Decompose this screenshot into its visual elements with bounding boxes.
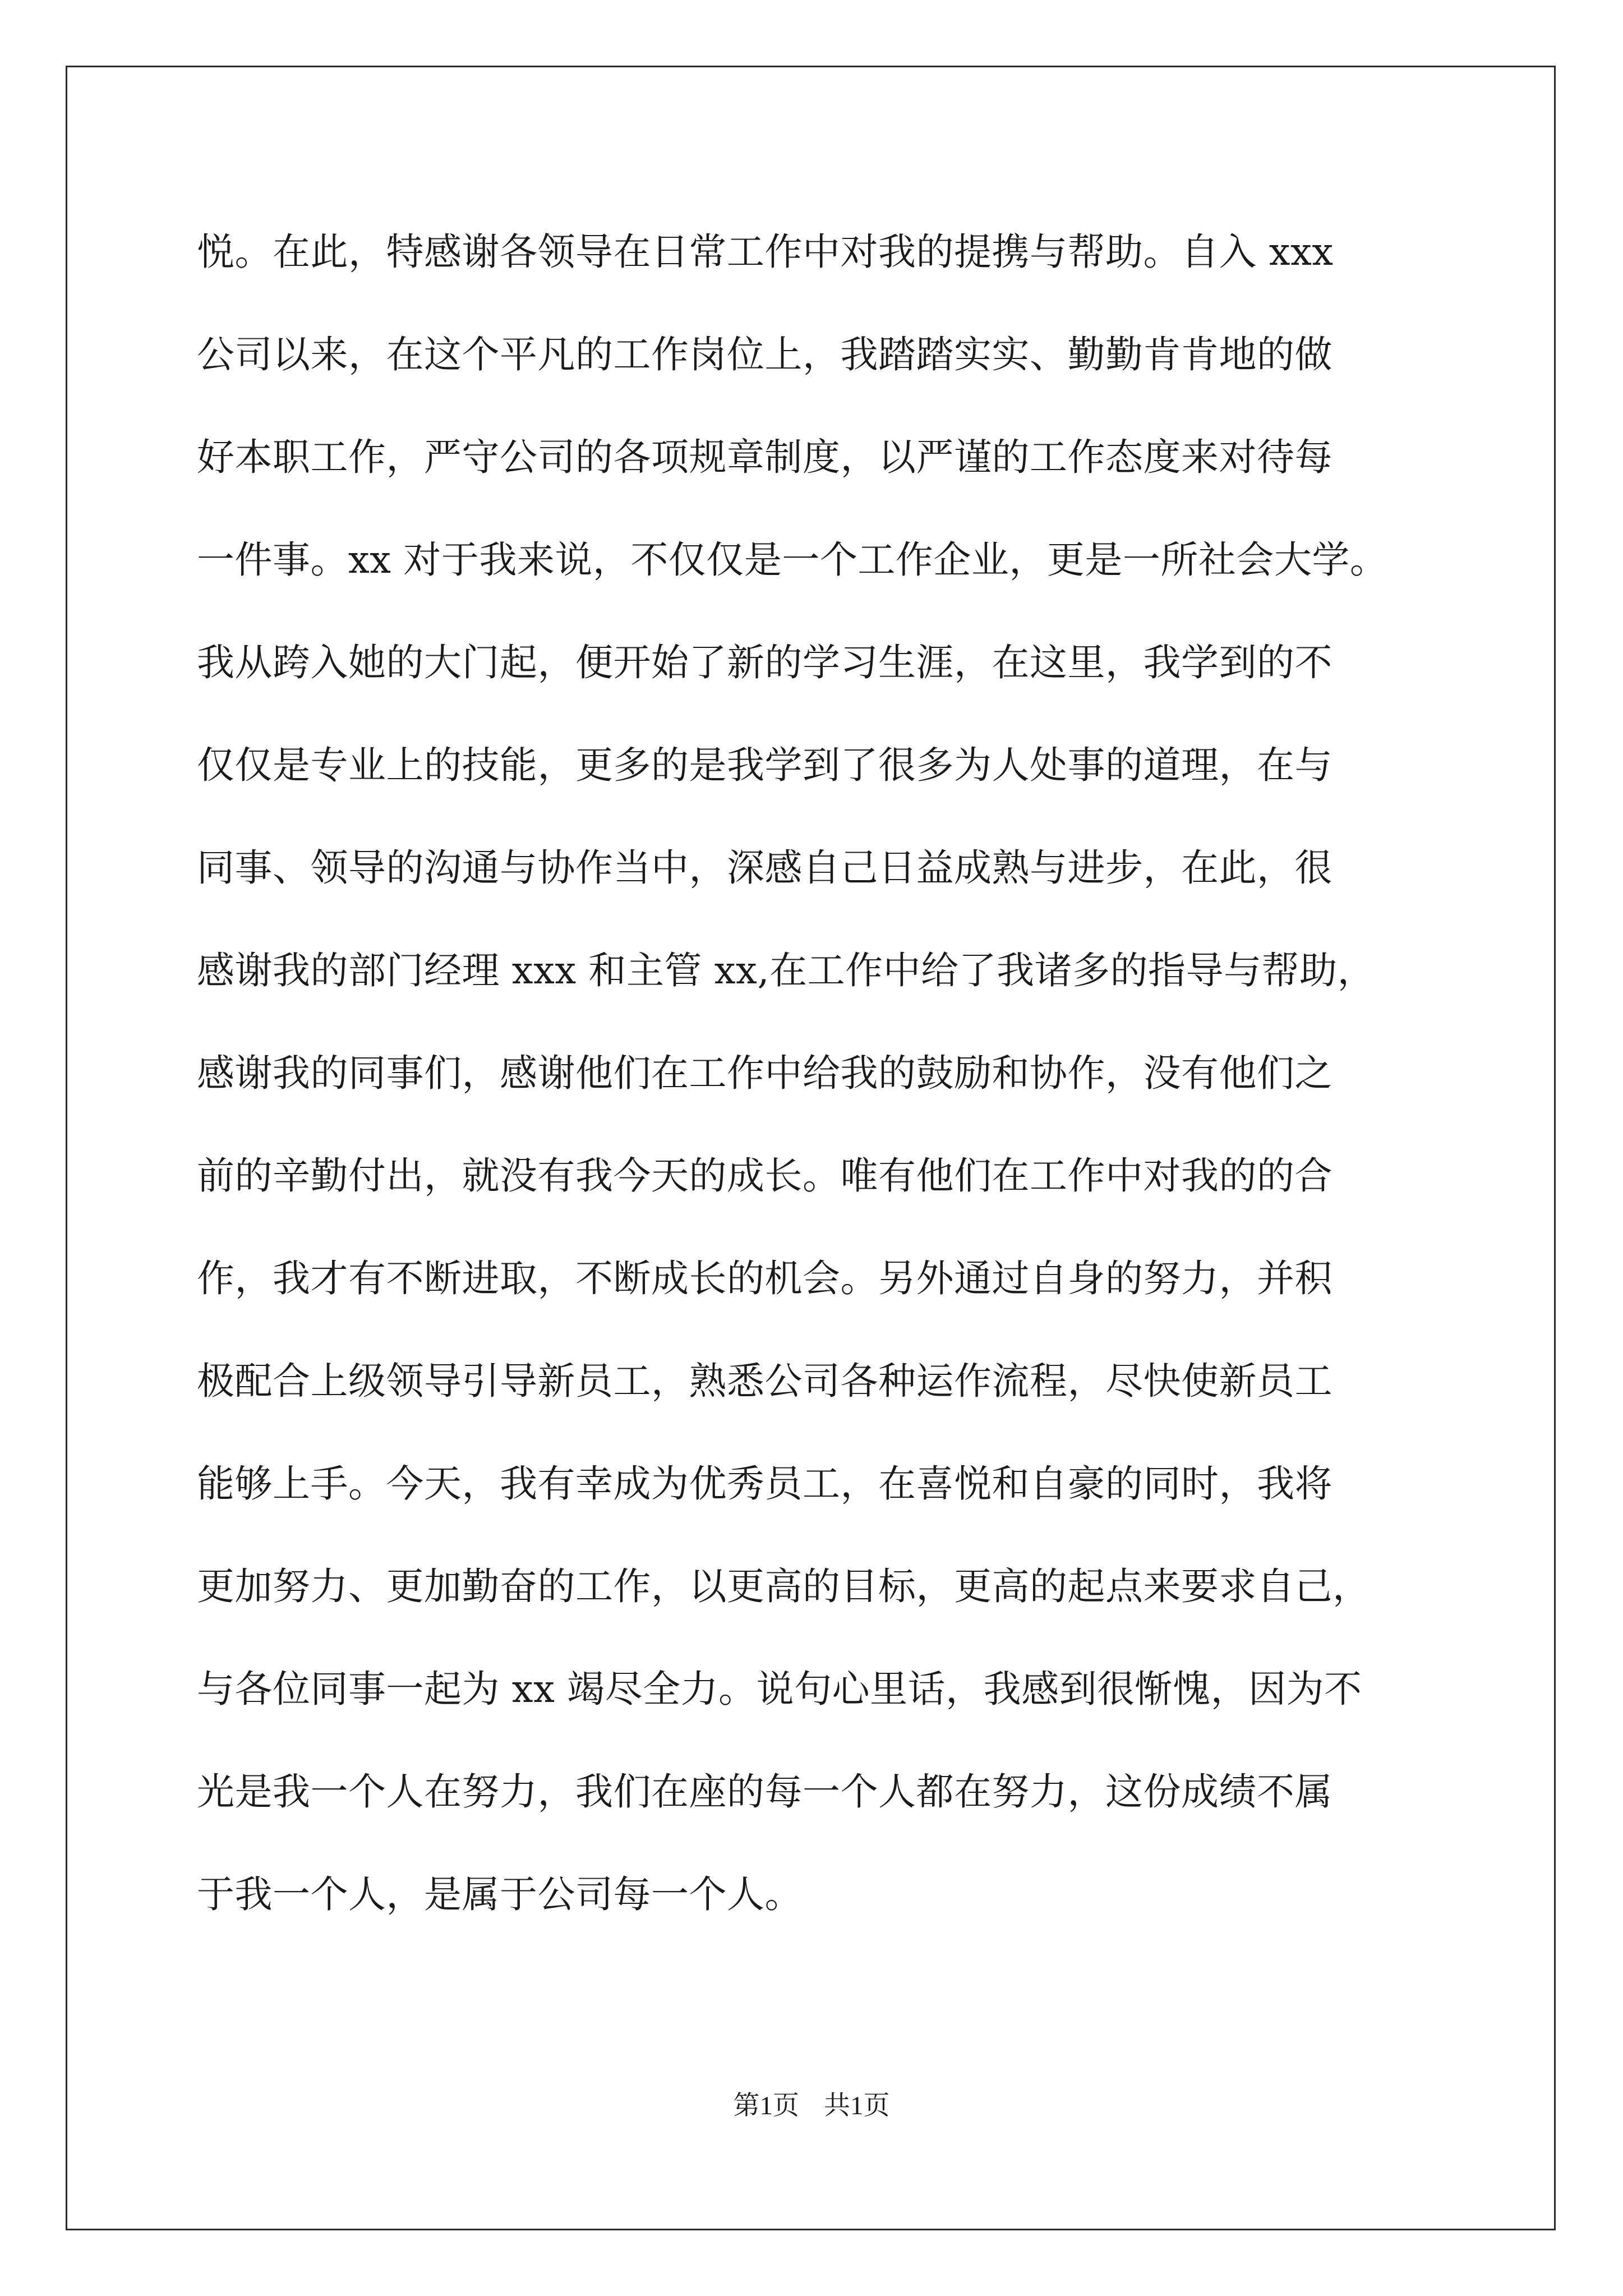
text-line: 公司以来，在这个平凡的工作岗位上，我踏踏实实、勤勤肯肯地的做 [197,333,1332,376]
text-line: 同事、领导的沟通与协作当中，深感自己日益成熟与进步，在此，很 [197,846,1332,890]
text-line: 更加努力、更加勤奋的工作，以更高的目标，更高的起点来要求自己， [197,1565,1371,1608]
text-line: 感谢我的部门经理 xxx 和主管 xx,在工作中给了我诸多的指导与帮助， [197,949,1376,992]
text-line: 与各位同事一起为 xx 竭尽全力。说句心里话，我感到很惭愧，因为不 [197,1667,1362,1711]
text-line: 极配合上级领导引导新员工，熟悉公司各种运作流程，尽快使新员工 [197,1359,1332,1403]
page-footer [0,2085,1623,2122]
body-text [197,214,1459,1959]
text-line: 光是我一个人在努力，我们在座的每一个人都在努力，这份成绩不属 [197,1770,1332,1814]
page-number-current: 第1页 [733,2091,799,2120]
page-number-total: 共1页 [824,2091,890,2120]
text-line: 悦。在此，特感谢各领导在日常工作中对我的提携与帮助。自入 xxx [197,230,1334,274]
text-line: 作，我才有不断进取，不断成长的机会。另外通过自身的努力，并积 [197,1257,1332,1300]
text-line: 于我一个人，是属于公司每一个人。 [197,1872,803,1916]
text-line: 仅仅是专业上的技能，更多的是我学到了很多为人处事的道理，在与 [197,743,1332,787]
text-line: 一件事。xx 对于我来说，不仅仅是一个工作企业，更是一所社会大学。 [197,538,1388,582]
text-line: 感谢我的同事们，感谢他们在工作中给我的鼓励和协作，没有他们之 [197,1051,1332,1095]
text-line: 好本职工作，严守公司的各项规章制度，以严谨的工作态度来对待每 [197,435,1332,479]
text-line: 能够上手。今天，我有幸成为优秀员工，在喜悦和自豪的同时，我将 [197,1462,1332,1506]
text-line: 前的辛勤付出，就没有我今天的成长。唯有他们在工作中对我的的合 [197,1154,1332,1198]
text-line: 我从跨入她的大门起，便开始了新的学习生涯，在这里，我学到的不 [197,641,1332,684]
